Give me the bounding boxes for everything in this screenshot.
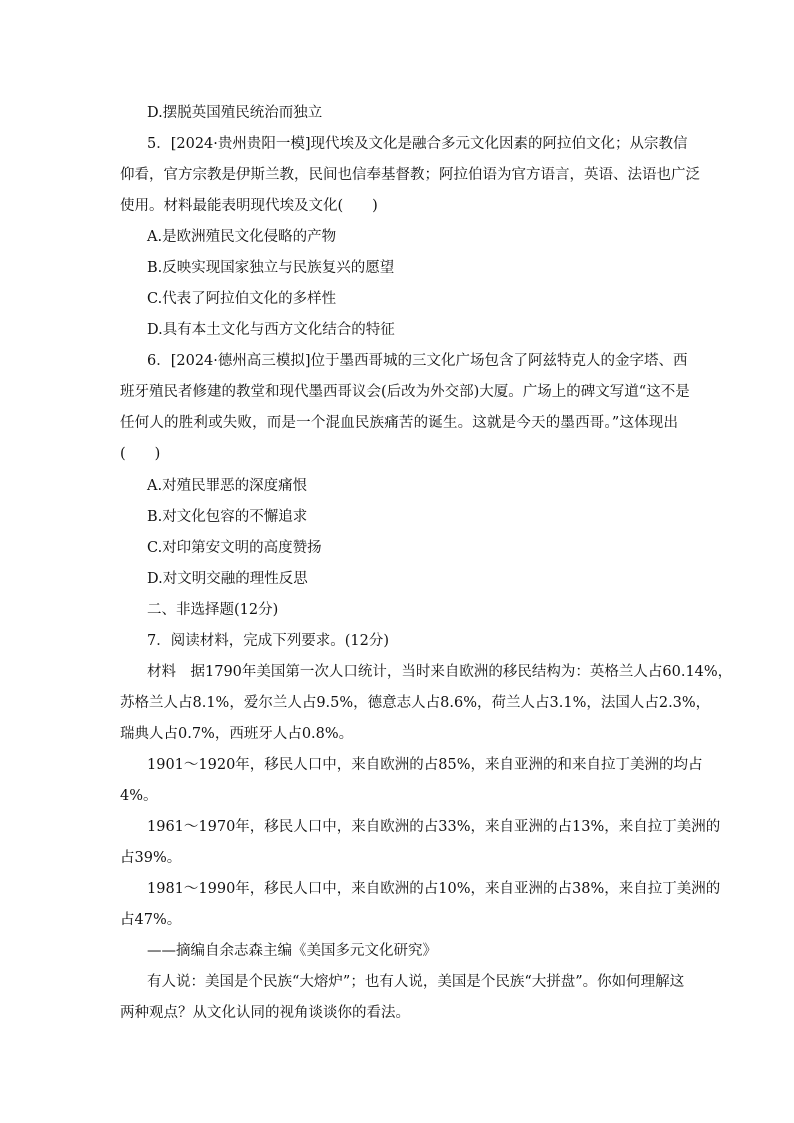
q7-1901-line2: 4%。	[120, 788, 158, 804]
q6-option-b: B.对文化包容的不懈追求	[147, 509, 308, 525]
q5-stem-line2: 仰看，官方宗教是伊斯兰教，民间也信奉基督教；阿拉伯语为官方语言，英语、法语也广泛	[120, 167, 700, 183]
q7-1961-line1: 1961～1970年，移民人口中，来自欧洲的占33%，来自亚洲的占13%，来自拉丁美洲的	[147, 819, 721, 835]
q5-stem-line3: 使用。材料最能表明现代埃及文化( )	[120, 198, 378, 214]
q5-option-d: D.具有本土文化与西方文化结合的特征	[147, 322, 395, 338]
q5-option-c: C.代表了阿拉伯文化的多样性	[147, 291, 337, 307]
q6-stem-line2: 班牙殖民者修建的教堂和现代墨西哥议会(后改为外交部)大厦。广场上的碑文写道“这不是	[120, 384, 690, 400]
q7-material-line1: 材料 据1790年美国第一次人口统计，当时来自欧洲的移民结构为：英格兰人占60.14%，	[147, 664, 733, 680]
q7-1981-line1: 1981～1990年，移民人口中，来自欧洲的占10%，来自亚洲的占38%，来自拉丁美洲的	[147, 881, 721, 897]
q7-question-line2: 两种观点？从文化认同的视角谈谈你的看法。	[120, 1005, 410, 1021]
q6-stem-line4: ( )	[120, 446, 161, 462]
q5-option-a: A.是欧洲殖民文化侵略的产物	[147, 229, 337, 245]
q6-stem-line1: 6．[2024·德州高三模拟]位于墨西哥城的三文化广场包含了阿兹特克人的金字塔、西	[147, 353, 688, 369]
q7-stem: 7．阅读材料，完成下列要求。(12分)	[147, 633, 389, 649]
section-heading: 二、非选择题(12分)	[147, 602, 279, 618]
q6-option-d: D.对文明交融的理性反思	[147, 571, 308, 587]
q7-source: ——摘编自余志森主编《美国多元文化研究》	[147, 943, 437, 959]
q6-option-c: C.对印第安文明的高度赞扬	[147, 540, 322, 556]
q7-material-line3: 瑞典人占0.7%，西班牙人占0.8%。	[120, 726, 354, 742]
q7-1961-line2: 占39%。	[120, 850, 182, 866]
q7-1981-line2: 占47%。	[120, 912, 182, 928]
q5-option-b: B.反映实现国家独立与民族复兴的愿望	[147, 260, 395, 276]
q7-material-line2: 苏格兰人占8.1%，爱尔兰人占9.5%，德意志人占8.6%，荷兰人占3.1%，法国人占2.3%，	[120, 695, 711, 711]
q5-stem-line1: 5．[2024·贵州贵阳一模]现代埃及文化是融合多元文化因素的阿拉伯文化；从宗教信	[147, 136, 688, 152]
q7-question-line1: 有人说：美国是个民族“大熔炉”；也有人说，美国是个民族“大拼盘”。你如何理解这	[147, 974, 685, 990]
q7-1901-line1: 1901～1920年，移民人口中，来自欧洲的占85%，来自亚洲的和来自拉丁美洲的均占	[147, 757, 703, 773]
q6-stem-line3: 任何人的胜利或失败，而是一个混血民族痛苦的诞生。这就是今天的墨西哥。”这体现出	[120, 415, 678, 431]
q6-option-a: A.对殖民罪恶的深度痛恨	[147, 478, 308, 494]
q4-option-d: D.摆脱英国殖民统治而独立	[147, 105, 323, 121]
